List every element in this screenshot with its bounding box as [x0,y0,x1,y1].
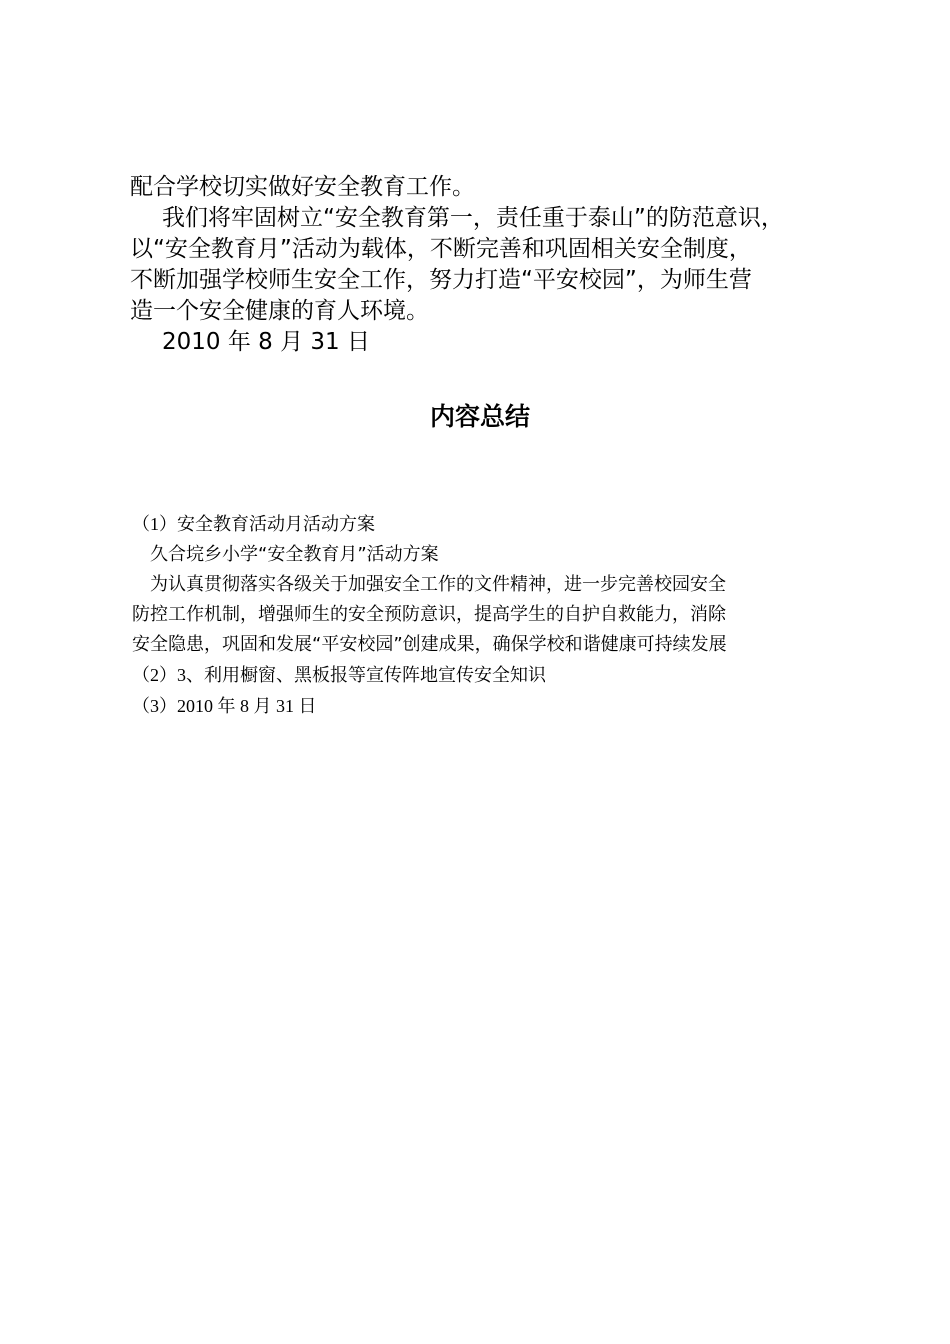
letter-date: 2010 年 8 月 31 日 [162,329,370,355]
summary-title: 内容总结 [429,402,530,431]
summary-item-1-subtitle: 久合垸乡小学“安全教育月”活动方案 [150,544,439,565]
letter-line-5: 造一个安全健康的育人环境。 [130,298,429,324]
summary-item-2-label: （2） [132,665,177,685]
summary-item-1-text: 安全教育活动月活动方案 [177,514,375,535]
summary-item-3 [132,691,832,722]
summary-item-3-label: （3） [132,696,177,716]
summary-item-1 [132,509,832,540]
summary-item-1-label: （1） [132,514,177,534]
letter-line-1: 配合学校切实做好安全教育工作。 [130,174,475,200]
letter-line-2: 我们将牢固树立“安全教育第一，责任重于泰山”的防范意识， [162,205,784,231]
letter-line-3: 以“安全教育月”活动为载体，不断完善和巩固相关安全制度， [130,236,752,262]
summary-item-1-para-line-3: 安全隐患，巩固和发展“平安校园”创建成果，确保学校和谐健康可持续发展 [132,634,727,655]
summary-item-2-text: 3、利用橱窗、黑板报等宣传阵地宣传安全知识 [177,665,546,685]
summary-item-3-text: 2010 年 8 月 31 日 [177,696,317,716]
summary-item-1-para-line-1: 为认真贯彻落实各级关于加强安全工作的文件精神，进一步完善校园安全 [150,574,726,595]
summary-item-1-para-line-2: 防控工作机制，增强师生的安全预防意识，提高学生的自护自救能力，消除 [132,604,726,625]
summary-item-2 [132,660,832,691]
letter-line-4: 不断加强学校师生安全工作，努力打造“平安校园”，为师生营 [130,267,752,293]
